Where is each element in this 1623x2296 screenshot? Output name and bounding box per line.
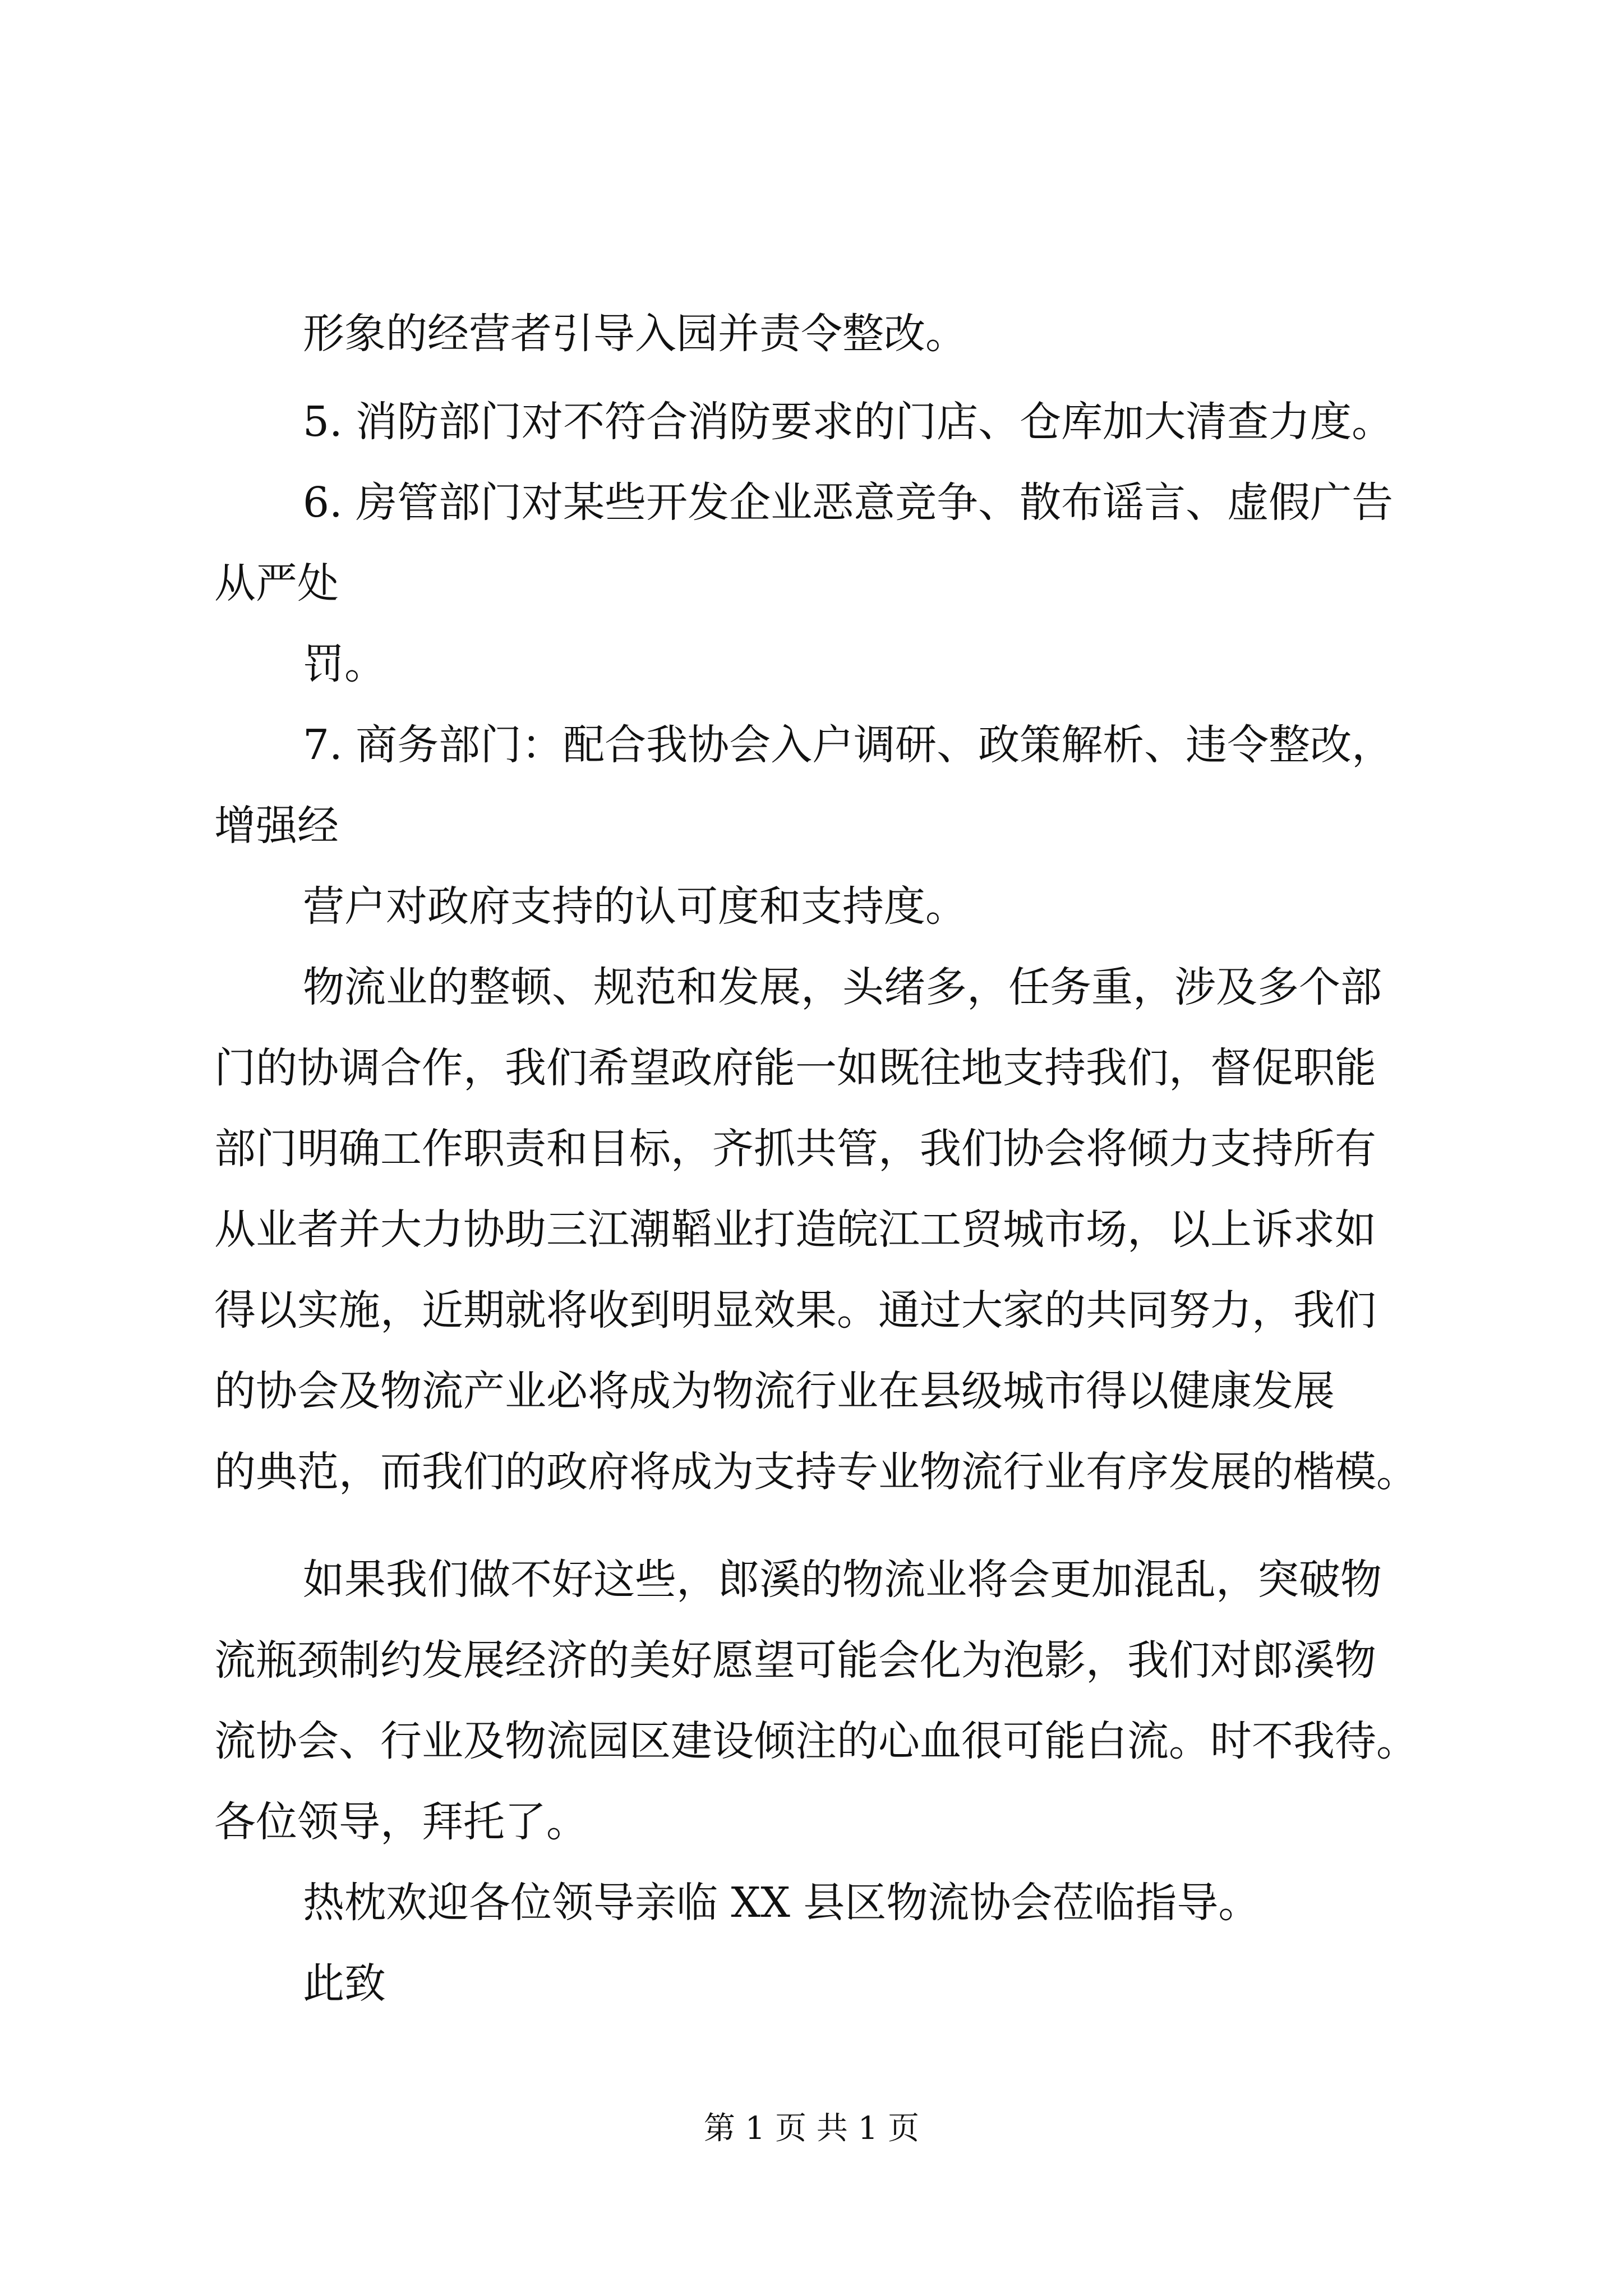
body-line: 的典范，而我们的政府将成为支持专业物流行业有序发展的楷模。	[214, 1448, 1418, 1496]
body-line: 的协会及物流产业必将成为物流行业在县级城市得以健康发展	[214, 1367, 1335, 1415]
body-line: 营户对政府支持的认可度和支持度。	[303, 882, 967, 931]
body-line: 形象的经营者引导入园并责令整改。	[303, 310, 967, 358]
body-line: 增强经	[214, 802, 339, 850]
body-line: 此致	[303, 1959, 386, 2008]
body-line: 罚。	[303, 640, 386, 688]
body-line: 各位领导，拜托了。	[214, 1798, 588, 1846]
body-line: 从业者并大力协助三江潮鞱业打造皖江工贸城市场，以上诉求如	[214, 1205, 1376, 1254]
body-line: 6. 房管部门对某些开发企业恶意竞争、散布谣言、虚假广告	[303, 478, 1394, 527]
page-footer: 第 1 页 共 1 页	[703, 2110, 920, 2147]
body-line: 7. 商务部门：配合我协会入户调研、政策解析、违令整改，	[303, 721, 1394, 769]
body-line: 物流业的整顿、规范和发展，头绪多，任务重，涉及多个部	[303, 963, 1382, 1011]
body-line: 热枕欢迎各位领导亲临 XX 县区物流协会莅临指导。	[303, 1879, 1260, 1927]
body-line: 流协会、行业及物流园区建设倾注的心血很可能白流。时不我待。	[214, 1717, 1418, 1765]
body-line: 门的协调合作，我们希望政府能一如既往地支持我们，督促职能	[214, 1044, 1376, 1092]
body-line: 得以实施，近期就将收到明显效果。通过大家的共同努力，我们	[214, 1286, 1376, 1335]
body-line: 部门明确工作职责和目标，齐抓共管，我们协会将倾力支持所有	[214, 1125, 1376, 1173]
body-line: 流瓶颈制约发展经济的美好愿望可能会化为泡影，我们对郎溪物	[214, 1636, 1376, 1685]
body-line: 从严处	[214, 559, 339, 608]
body-line: 如果我们做不好这些，郎溪的物流业将会更加混乱，突破物	[303, 1556, 1382, 1604]
body-line: 5. 消防部门对不符合消防要求的门店、仓库加大清查力度。	[303, 398, 1394, 446]
